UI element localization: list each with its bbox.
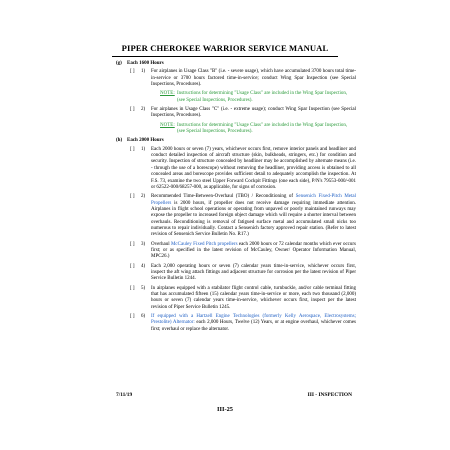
section-title: Each 2000 Hours — [127, 138, 164, 144]
page-number: III-25 — [217, 406, 233, 413]
header-rule — [112, 56, 338, 57]
checkbox[interactable]: [ ] — [130, 241, 135, 247]
item-text-after: each 2000 hours or 72 calendar months which ever occurs first; or as specified in the latest revision of McCauley, Owner/ Operator Information Manual, MPC26.) — [151, 241, 356, 260]
section-title: Each 1600 Hours — [127, 61, 164, 66]
note-text: Instructions for determining "Usage Class" are included in the Wing Spar Inspection, (see Special Inspections, Procedures). — [177, 122, 348, 135]
item-text — [151, 194, 356, 238]
checkbox[interactable]: [ ] — [130, 285, 135, 291]
checkbox[interactable]: [ ] — [130, 314, 135, 320]
note-label: NOTE: — [160, 91, 175, 97]
checklist-item — [130, 286, 356, 311]
item-text: In airplanes equipped with a stabilator flight control cable, turnbuckle, and/or cable terminal fitting that has accumulated fifteen (15) calendar years time-in-service or more, each two thousand (2,000) hours or seven (7) calendar years time-in-service, whichever occurs first, inspect per the latest revision of Piper Service Bulletin 1245. — [151, 285, 356, 310]
checklist-item — [130, 314, 356, 333]
item-text — [151, 242, 356, 261]
footer-date: 7/11/19 — [116, 392, 133, 398]
note-text: Instructions for determining "Usage Class" are included in the Wing Spar Inspection, (see Special Inspections, Procedures). — [177, 91, 348, 103]
item-text: Each 2,000 operating hours or seven (7) calendar years time-in-service, whichever occurs first, inspect the aft wing attach fittings and adjacent structure for corrosion per the latest revision of Piper Service Bulletin 1244. — [151, 263, 356, 282]
checkbox[interactable]: [ ] — [130, 263, 135, 269]
page-header-title: PIPER CHEROKEE WARRIOR SERVICE MANUAL — [121, 43, 329, 53]
item-text: For airplanes in Usage Class "C" (i.e. - extreme usage); conduct Wing Spar Inspection (see Special Inspections, Procedures). — [151, 107, 356, 119]
checklist-item — [130, 194, 356, 238]
item-number: 1) — [141, 69, 146, 75]
item-number: 1) — [141, 146, 146, 152]
section-letter: (g) — [116, 61, 122, 66]
checklist-item — [130, 242, 356, 261]
checklist-item — [130, 107, 356, 120]
item-text: For airplanes in Usage Class "B" (i.e. - severe usage), which have accumulated 3700 hours total time-in-service or 3700 hours factored time-in-service; conduct Wing Spar Inspection (see Special Inspections, Procedures). — [151, 69, 356, 88]
item-number: 3) — [141, 241, 146, 247]
section-h-heading — [116, 138, 356, 144]
note — [160, 123, 356, 136]
item-text-before: Overhaul — [151, 241, 171, 247]
item-text-after: is 2000 hours, if propeller does not receive damage requiring immediate attention. Airplanes in flight school operations or operating from unpaved or poorly maintained runways may expose the propeller to increased foreign object damage which will require a shorter interval between overhauls. Reconditioning is removal of fatigued surface metal and accumulated small nicks too numerous to repair individually. Contact a Sensenich factory approved repair station. (Refer to latest revision of Sensenich Service Bulletin No. R17.) — [151, 200, 356, 238]
mccauley-propellers-link[interactable]: McCauley Fixed Pitch propellers — [170, 241, 238, 247]
item-number: 5) — [141, 285, 146, 291]
checklist-item — [130, 147, 356, 191]
hartzell-alternator-link[interactable]: If equipped with a Hartzell Engine Technologies (formerly Kelly Aerospace, Electrosystems; Prestolite) Alternator: — [151, 314, 356, 326]
item-number: 6) — [141, 314, 146, 320]
note-label: NOTE: — [160, 122, 175, 128]
item-text-before: Recommended Time-Between-Overhaul (TBO) / Reconditioning of — [151, 194, 296, 200]
item-text — [151, 314, 356, 333]
checkbox[interactable]: [ ] — [130, 69, 135, 75]
sensenich-propellers-link[interactable]: Sensenich Fixed-Pitch Metal Propellers — [151, 194, 356, 206]
item-text: Each 2000 hours or seven (7) years, whichever occurs first, remove interior panels and headliner and conduct detailed inspection of aircraft structure (skin, bulkheads, stringers, etc.) for condition and security. Inspection of structure concealed by headliner may be accomplished by alternate means (i.e. - through the use of a borescope) without removing the headliner, providing access is obtained to all concealed areas and borescope provides sufficient detail to adequately accomplish the inspection. At F.S. 73, examine the two steel Upper Forward Cockpit Fittings (one each side), P/N's 79553-000/-001 or 62522-000/68257-000, as applicable, for signs of corrosion. — [151, 146, 356, 190]
section-letter: (h) — [116, 138, 123, 144]
page-content — [116, 58, 356, 336]
section-g-heading — [116, 61, 356, 67]
item-text-after: each 2,000 Hours, Twelve (12) Years, or at engine overhaul, whichever comes first; overhaul or replace the alternator. — [151, 320, 356, 332]
checkbox[interactable]: [ ] — [130, 107, 135, 113]
item-number: 2) — [141, 194, 146, 200]
note — [160, 91, 356, 104]
checklist-item — [130, 69, 356, 88]
checkbox[interactable]: [ ] — [130, 194, 135, 200]
item-number: 2) — [141, 107, 146, 113]
item-number: 4) — [141, 263, 146, 269]
checkbox[interactable]: [ ] — [130, 146, 135, 152]
footer-section: III - INSPECTION — [307, 392, 352, 398]
checklist-item — [130, 264, 356, 283]
